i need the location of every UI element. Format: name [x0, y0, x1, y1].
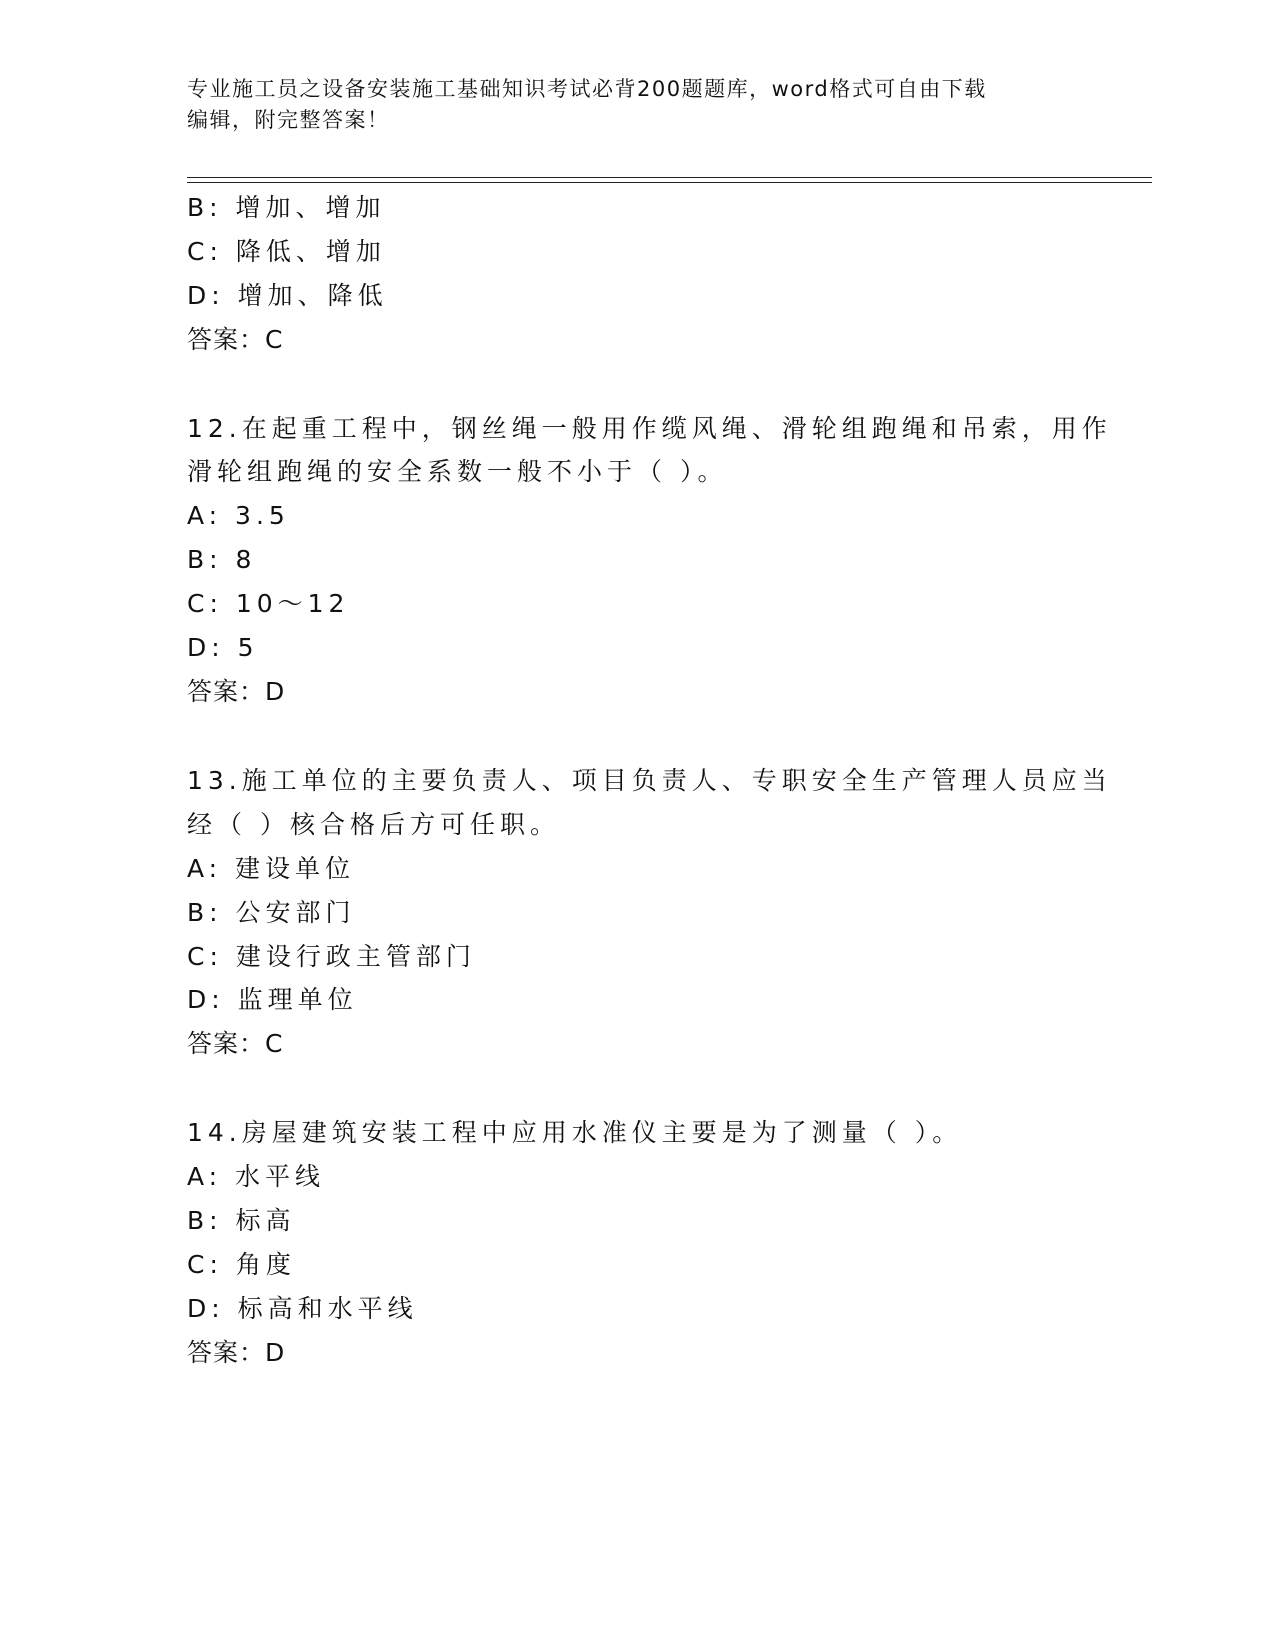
- header-divider-top: [187, 177, 1152, 178]
- q14-stem-line-1: 14.房屋建筑安装工程中应用水准仪主要是为了测量（ ）。: [187, 1118, 963, 1147]
- q13-option-b: B: 公安部门: [187, 898, 356, 927]
- q13-answer: 答案：C: [187, 1029, 284, 1058]
- header-divider-bottom: [187, 182, 1152, 183]
- q14-option-a: A: 水平线: [187, 1162, 326, 1191]
- q14-option-b: B: 标高: [187, 1206, 296, 1235]
- q12-option-c: C: 10～12: [187, 589, 350, 618]
- q11-option-c: C: 降低、增加: [187, 237, 386, 266]
- q12-option-a: A: 3.5: [187, 501, 290, 530]
- q13-stem-line-1: 13.施工单位的主要负责人、项目负责人、专职安全生产管理人员应当: [187, 766, 1112, 795]
- q14-option-c: C: 角度: [187, 1250, 296, 1279]
- page-header: [187, 74, 1087, 136]
- q11-option-d: D: 增加、降低: [187, 281, 388, 310]
- q12-stem-line-1: 12.在起重工程中，钢丝绳一般用作缆风绳、滑轮组跑绳和吊索，用作: [187, 414, 1112, 443]
- q11-answer: 答案：C: [187, 325, 284, 354]
- q13-option-d: D: 监理单位: [187, 985, 358, 1014]
- q12-option-b: B: 8: [187, 545, 257, 574]
- q14-option-d: D: 标高和水平线: [187, 1294, 418, 1323]
- q13-option-c: C: 建设行政主管部门: [187, 942, 476, 971]
- header-line-2: 编辑，附完整答案！: [187, 108, 390, 132]
- q11-option-b: B: 增加、增加: [187, 193, 386, 222]
- q12-option-d: D: 5: [187, 633, 259, 662]
- q12-answer: 答案：D: [187, 677, 286, 706]
- q13-option-a: A: 建设单位: [187, 854, 356, 883]
- q14-answer: 答案：D: [187, 1338, 286, 1367]
- q12-stem-line-2: 滑轮组跑绳的安全系数一般不小于（ ）。: [187, 457, 728, 486]
- q13-stem-line-2: 经（ ）核合格后方可任职。: [187, 810, 560, 839]
- header-line-1: 专业施工员之设备安装施工基础知识考试必背200题题库，word格式可自由下载: [187, 77, 987, 101]
